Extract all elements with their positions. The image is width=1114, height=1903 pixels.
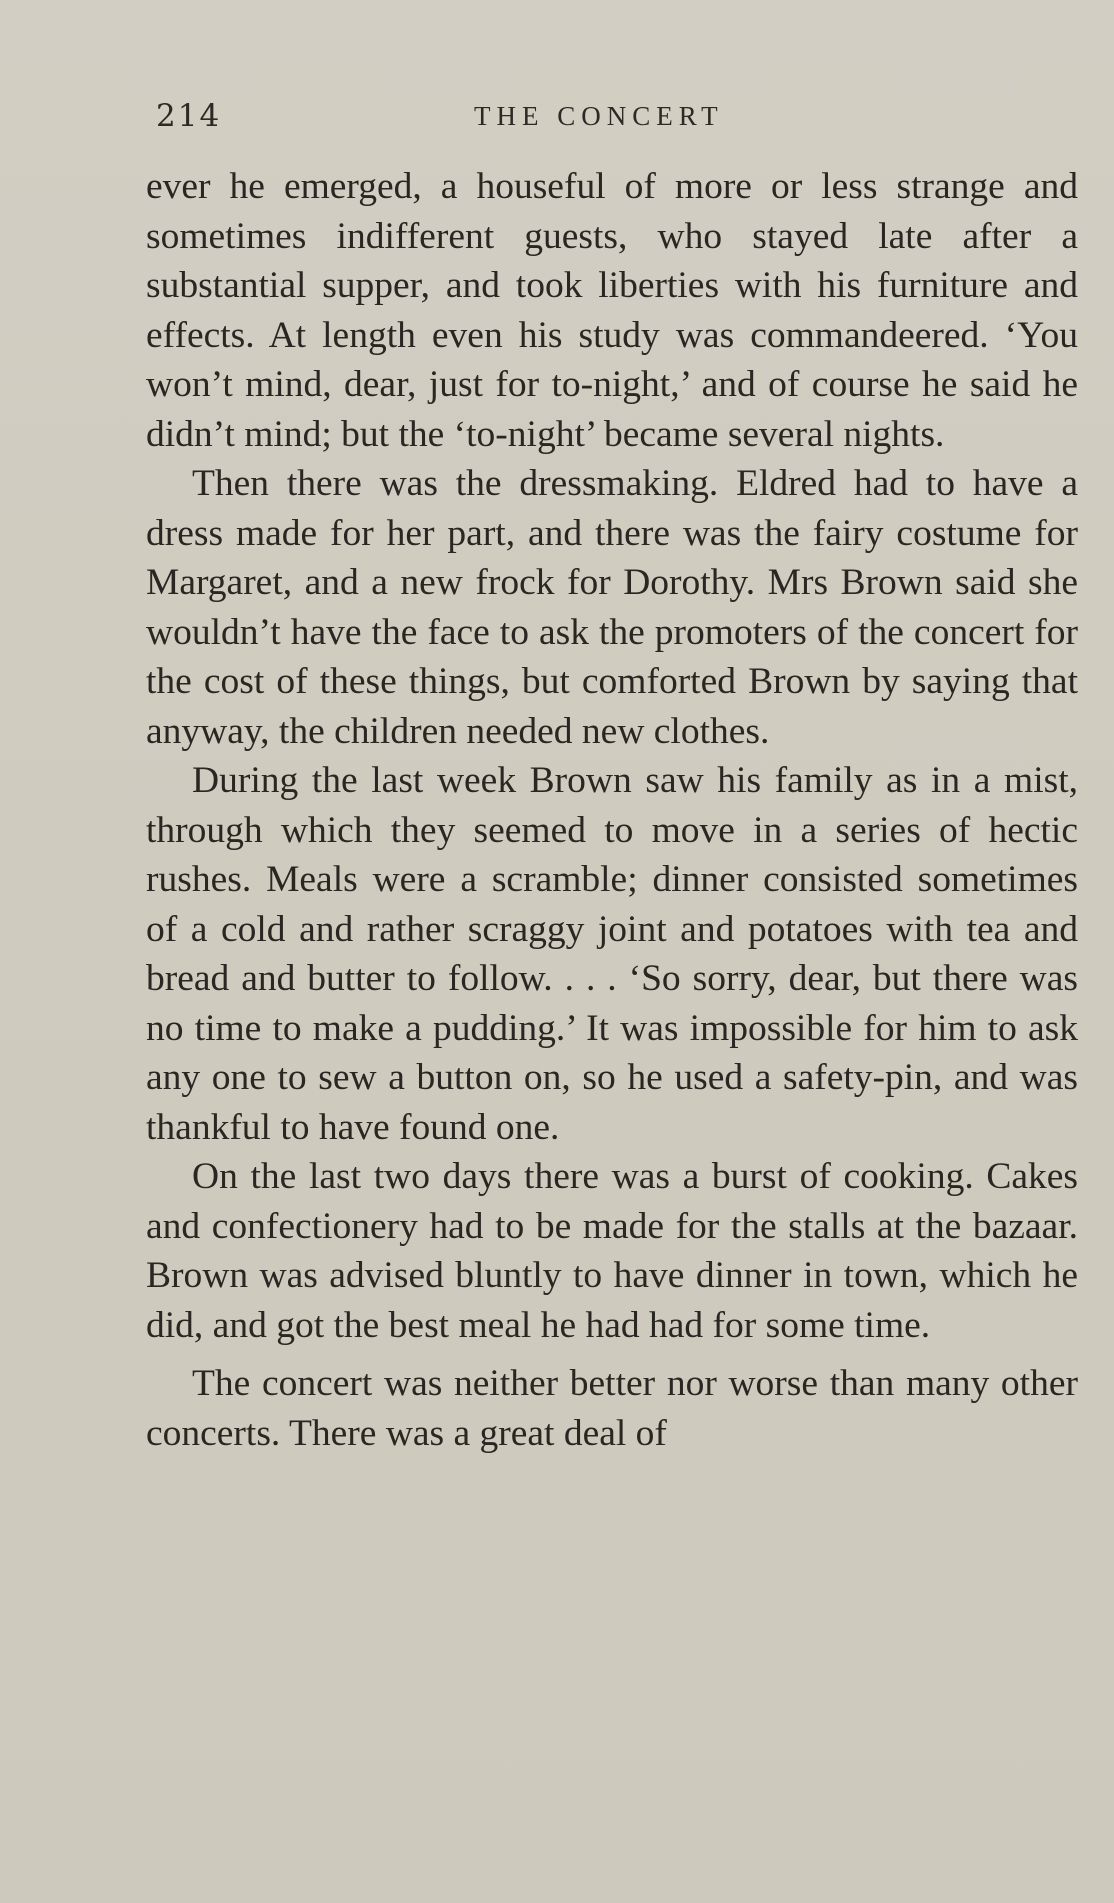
- paragraph-dressmaking: Then there was the dressmaking. Eldred had to have a dress made for her part, and there was the fairy costume for Margaret, and a new frock for Dorothy. Mrs Brown said she wouldn’t have the face to ask the promoters of the concert for the cost of these things, but comforted Brown by saying that anyway, the children needed new clothes.: [146, 463, 1078, 752]
- page-number: 214: [156, 98, 222, 134]
- page-header: [148, 98, 1078, 144]
- paragraph-cooking: On the last two days there was a burst of cooking. Cakes and confectionery had to be made for the stalls at the bazaar. Brown was advised bluntly to have dinner in town, which he did, and got the best meal he had had for some time.: [146, 1156, 1078, 1346]
- running-title: THE CONCERT: [474, 101, 724, 131]
- body-text: [146, 162, 1078, 1458]
- paragraph-continued: ever he emerged, a houseful of more or less strange and sometimes indifferent guests, who stayed late after a substantial supper, and took liberties with his furniture and effects. At length even his study was commandeered. ‘You won’t mind, dear, just for to-night,’ and of course he said he didn’t mind; but the ‘to-night’ became several nights.: [146, 166, 1078, 455]
- paragraph-concert: The concert was neither better nor worse than many other concerts. There was a great deal of: [146, 1363, 1078, 1454]
- paragraph-last-week: During the last week Brown saw his family as in a mist, through which they seemed to move in a series of hectic rushes. Meals were a scramble; dinner consisted sometimes of a cold and rather scraggy joint and potatoes with tea and bread and butter to follow. . . . ‘So sorry, dear, but there was no time to make a pudding.’ It was impossible for him to ask any one to sew a button on, so he used a safety-pin, and was thankful to have found one.: [146, 760, 1078, 1148]
